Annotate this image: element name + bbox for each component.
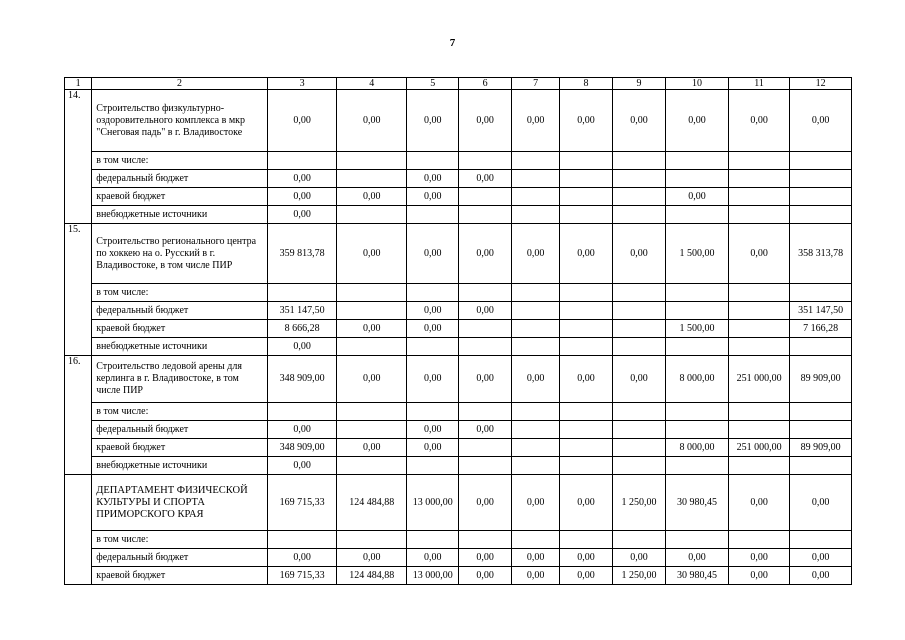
value-cell: 0,00 — [560, 90, 612, 152]
value-cell — [612, 338, 665, 356]
value-cell — [511, 152, 559, 170]
value-cell: 169 715,33 — [267, 567, 337, 585]
funding-row — [65, 403, 852, 421]
value-cell: 0,00 — [459, 549, 511, 567]
value-cell: 348 909,00 — [267, 356, 337, 403]
column-header: 2 — [92, 78, 268, 90]
value-cell: 8 666,28 — [267, 320, 337, 338]
value-cell — [790, 421, 852, 439]
value-cell — [511, 188, 559, 206]
value-cell: 30 980,45 — [666, 475, 729, 531]
funding-source-label: внебюджетные источники — [92, 338, 268, 356]
funding-row — [65, 206, 852, 224]
funding-row — [65, 188, 852, 206]
value-cell: 1 500,00 — [666, 320, 729, 338]
value-cell — [666, 284, 729, 302]
value-cell: 0,00 — [728, 224, 790, 284]
value-cell — [666, 457, 729, 475]
value-cell: 89 909,00 — [790, 356, 852, 403]
column-header: 3 — [267, 78, 337, 90]
value-cell — [728, 152, 790, 170]
value-cell — [612, 403, 665, 421]
value-cell — [407, 531, 459, 549]
value-cell — [407, 403, 459, 421]
value-cell — [267, 403, 337, 421]
value-cell — [560, 206, 612, 224]
value-cell: 0,00 — [407, 421, 459, 439]
value-cell — [511, 170, 559, 188]
value-cell — [560, 403, 612, 421]
value-cell — [459, 152, 511, 170]
value-cell — [612, 531, 665, 549]
value-cell — [666, 152, 729, 170]
value-cell — [407, 284, 459, 302]
value-cell — [666, 170, 729, 188]
value-cell — [612, 152, 665, 170]
item-number: 15. — [65, 224, 92, 356]
value-cell: 0,00 — [267, 170, 337, 188]
value-cell — [560, 302, 612, 320]
value-cell — [728, 338, 790, 356]
value-cell: 8 000,00 — [666, 439, 729, 457]
value-cell — [511, 338, 559, 356]
value-cell — [459, 439, 511, 457]
value-cell: 1 500,00 — [666, 224, 729, 284]
funding-source-label: внебюджетные источники — [92, 206, 268, 224]
value-cell — [612, 457, 665, 475]
value-cell — [560, 188, 612, 206]
value-cell: 0,00 — [459, 356, 511, 403]
value-cell: 7 166,28 — [790, 320, 852, 338]
item-row — [65, 356, 852, 403]
value-cell — [728, 284, 790, 302]
value-cell — [728, 320, 790, 338]
value-cell: 0,00 — [407, 224, 459, 284]
header-row — [65, 78, 852, 90]
value-cell — [407, 152, 459, 170]
value-cell: 0,00 — [666, 549, 729, 567]
value-cell: 0,00 — [407, 356, 459, 403]
funding-row — [65, 320, 852, 338]
value-cell — [790, 284, 852, 302]
value-cell — [560, 152, 612, 170]
value-cell: 0,00 — [560, 567, 612, 585]
value-cell: 8 000,00 — [666, 356, 729, 403]
column-header: 10 — [666, 78, 729, 90]
value-cell — [459, 531, 511, 549]
value-cell — [407, 206, 459, 224]
value-cell — [511, 439, 559, 457]
value-cell — [337, 403, 407, 421]
value-cell — [459, 206, 511, 224]
item-row — [65, 90, 852, 152]
value-cell: 0,00 — [560, 475, 612, 531]
funding-row — [65, 457, 852, 475]
funding-source-label: краевой бюджет — [92, 567, 268, 585]
value-cell — [560, 284, 612, 302]
value-cell: 0,00 — [337, 188, 407, 206]
item-number: 16. — [65, 356, 92, 475]
value-cell: 351 147,50 — [267, 302, 337, 320]
value-cell — [790, 206, 852, 224]
value-cell — [560, 439, 612, 457]
value-cell: 0,00 — [612, 549, 665, 567]
value-cell: 0,00 — [728, 475, 790, 531]
value-cell: 0,00 — [511, 475, 559, 531]
value-cell — [560, 457, 612, 475]
funding-row — [65, 531, 852, 549]
value-cell: 0,00 — [790, 549, 852, 567]
value-cell: 124 484,88 — [337, 475, 407, 531]
value-cell: 351 147,50 — [790, 302, 852, 320]
value-cell — [560, 170, 612, 188]
value-cell — [560, 320, 612, 338]
value-cell — [267, 284, 337, 302]
column-header: 5 — [407, 78, 459, 90]
value-cell: 0,00 — [267, 338, 337, 356]
value-cell: 0,00 — [459, 170, 511, 188]
funding-source-label: краевой бюджет — [92, 188, 268, 206]
value-cell — [790, 457, 852, 475]
value-cell — [560, 421, 612, 439]
value-cell: 0,00 — [267, 421, 337, 439]
value-cell: 0,00 — [728, 567, 790, 585]
funding-row — [65, 439, 852, 457]
value-cell — [511, 206, 559, 224]
column-header: 6 — [459, 78, 511, 90]
value-cell — [407, 457, 459, 475]
value-cell: 0,00 — [407, 439, 459, 457]
value-cell: 0,00 — [666, 188, 729, 206]
funding-source-label: федеральный бюджет — [92, 421, 268, 439]
value-cell: 251 000,00 — [728, 439, 790, 457]
value-cell — [511, 320, 559, 338]
funding-source-label: внебюджетные источники — [92, 457, 268, 475]
column-header: 9 — [612, 78, 665, 90]
value-cell — [728, 302, 790, 320]
value-cell — [459, 403, 511, 421]
value-cell — [666, 302, 729, 320]
value-cell: 0,00 — [511, 549, 559, 567]
value-cell: 0,00 — [407, 90, 459, 152]
value-cell — [612, 170, 665, 188]
value-cell: 1 250,00 — [612, 475, 665, 531]
funding-row — [65, 284, 852, 302]
value-cell — [790, 403, 852, 421]
value-cell — [337, 170, 407, 188]
value-cell: 0,00 — [459, 567, 511, 585]
value-cell — [790, 531, 852, 549]
value-cell: 0,00 — [728, 549, 790, 567]
value-cell — [337, 302, 407, 320]
value-cell: 0,00 — [612, 90, 665, 152]
value-cell: 358 313,78 — [790, 224, 852, 284]
funding-source-label: федеральный бюджет — [92, 549, 268, 567]
value-cell: 0,00 — [267, 188, 337, 206]
value-cell — [612, 284, 665, 302]
value-cell — [728, 206, 790, 224]
funding-row — [65, 170, 852, 188]
item-number: 14. — [65, 90, 92, 224]
item-row — [65, 475, 852, 531]
value-cell: 124 484,88 — [337, 567, 407, 585]
value-cell — [511, 302, 559, 320]
value-cell: 0,00 — [511, 356, 559, 403]
value-cell — [666, 421, 729, 439]
funding-row — [65, 338, 852, 356]
value-cell — [459, 338, 511, 356]
value-cell — [560, 338, 612, 356]
value-cell — [511, 457, 559, 475]
value-cell — [337, 152, 407, 170]
funding-row — [65, 152, 852, 170]
value-cell: 89 909,00 — [790, 439, 852, 457]
value-cell: 0,00 — [511, 224, 559, 284]
value-cell — [511, 531, 559, 549]
value-cell: 0,00 — [560, 549, 612, 567]
value-cell — [459, 188, 511, 206]
item-number — [65, 475, 92, 585]
department-name: ДЕПАРТАМЕНТ ФИЗИЧЕСКОЙ КУЛЬТУРЫ И СПОРТА ПРИМОРСКОГО КРАЯ — [92, 475, 268, 531]
value-cell: 0,00 — [459, 421, 511, 439]
value-cell: 0,00 — [560, 224, 612, 284]
value-cell: 0,00 — [337, 549, 407, 567]
item-name: Строительство физкультурно-оздоровительного комплекса в мкр "Снеговая падь" в г. Владивостоке — [92, 90, 268, 152]
value-cell: 0,00 — [666, 90, 729, 152]
value-cell — [728, 531, 790, 549]
value-cell — [612, 188, 665, 206]
funding-source-label: федеральный бюджет — [92, 302, 268, 320]
column-header: 7 — [511, 78, 559, 90]
value-cell: 0,00 — [267, 90, 337, 152]
value-cell: 0,00 — [407, 188, 459, 206]
value-cell — [612, 206, 665, 224]
value-cell: 0,00 — [511, 567, 559, 585]
value-cell: 0,00 — [728, 90, 790, 152]
value-cell: 348 909,00 — [267, 439, 337, 457]
value-cell: 0,00 — [407, 302, 459, 320]
value-cell: 169 715,33 — [267, 475, 337, 531]
value-cell: 0,00 — [459, 302, 511, 320]
value-cell — [511, 403, 559, 421]
funding-source-label: в том числе: — [92, 531, 268, 549]
value-cell: 0,00 — [337, 224, 407, 284]
value-cell — [267, 531, 337, 549]
value-cell: 0,00 — [337, 356, 407, 403]
value-cell — [612, 421, 665, 439]
value-cell — [790, 152, 852, 170]
value-cell: 0,00 — [407, 320, 459, 338]
column-header: 11 — [728, 78, 790, 90]
page-number: 7 — [449, 37, 456, 49]
value-cell: 0,00 — [560, 356, 612, 403]
value-cell — [728, 403, 790, 421]
value-cell — [337, 338, 407, 356]
value-cell — [666, 403, 729, 421]
value-cell — [337, 421, 407, 439]
column-header: 4 — [337, 78, 407, 90]
value-cell — [612, 320, 665, 338]
value-cell — [612, 439, 665, 457]
value-cell — [337, 457, 407, 475]
value-cell — [728, 170, 790, 188]
value-cell — [666, 338, 729, 356]
value-cell: 0,00 — [790, 90, 852, 152]
value-cell — [459, 284, 511, 302]
value-cell — [511, 421, 559, 439]
value-cell — [728, 188, 790, 206]
value-cell — [511, 284, 559, 302]
value-cell: 0,00 — [790, 475, 852, 531]
funding-row — [65, 567, 852, 585]
item-row — [65, 224, 852, 284]
value-cell: 13 000,00 — [407, 567, 459, 585]
value-cell: 0,00 — [407, 170, 459, 188]
value-cell — [612, 302, 665, 320]
value-cell — [459, 320, 511, 338]
funding-source-label: краевой бюджет — [92, 439, 268, 457]
column-header: 8 — [560, 78, 612, 90]
value-cell: 251 000,00 — [728, 356, 790, 403]
value-cell: 0,00 — [267, 206, 337, 224]
value-cell — [267, 152, 337, 170]
value-cell — [459, 457, 511, 475]
budget-table — [64, 77, 852, 585]
value-cell — [728, 457, 790, 475]
value-cell — [337, 531, 407, 549]
value-cell: 0,00 — [337, 90, 407, 152]
value-cell: 0,00 — [407, 549, 459, 567]
value-cell: 0,00 — [612, 356, 665, 403]
value-cell: 13 000,00 — [407, 475, 459, 531]
funding-source-label: федеральный бюджет — [92, 170, 268, 188]
funding-row — [65, 302, 852, 320]
value-cell: 0,00 — [337, 320, 407, 338]
column-header: 1 — [65, 78, 92, 90]
value-cell: 0,00 — [612, 224, 665, 284]
value-cell: 1 250,00 — [612, 567, 665, 585]
funding-source-label: в том числе: — [92, 403, 268, 421]
value-cell — [666, 206, 729, 224]
value-cell — [790, 170, 852, 188]
value-cell — [560, 531, 612, 549]
value-cell: 0,00 — [459, 224, 511, 284]
value-cell — [728, 421, 790, 439]
item-name: Строительство регионального центра по хоккею на о. Русский в г. Владивостоке, в том числе ПИР — [92, 224, 268, 284]
column-header: 12 — [790, 78, 852, 90]
value-cell: 0,00 — [337, 439, 407, 457]
funding-source-label: в том числе: — [92, 152, 268, 170]
value-cell — [337, 284, 407, 302]
funding-row — [65, 549, 852, 567]
value-cell: 0,00 — [511, 90, 559, 152]
value-cell — [790, 338, 852, 356]
value-cell — [790, 188, 852, 206]
value-cell: 30 980,45 — [666, 567, 729, 585]
value-cell: 0,00 — [459, 475, 511, 531]
item-name: Строительство ледовой арены для керлинга в г. Владивостоке, в том числе ПИР — [92, 356, 268, 403]
value-cell: 0,00 — [459, 90, 511, 152]
funding-source-label: в том числе: — [92, 284, 268, 302]
value-cell: 0,00 — [267, 549, 337, 567]
value-cell — [666, 531, 729, 549]
value-cell: 0,00 — [790, 567, 852, 585]
funding-row — [65, 421, 852, 439]
value-cell: 359 813,78 — [267, 224, 337, 284]
value-cell: 0,00 — [267, 457, 337, 475]
value-cell — [337, 206, 407, 224]
funding-source-label: краевой бюджет — [92, 320, 268, 338]
value-cell — [407, 338, 459, 356]
